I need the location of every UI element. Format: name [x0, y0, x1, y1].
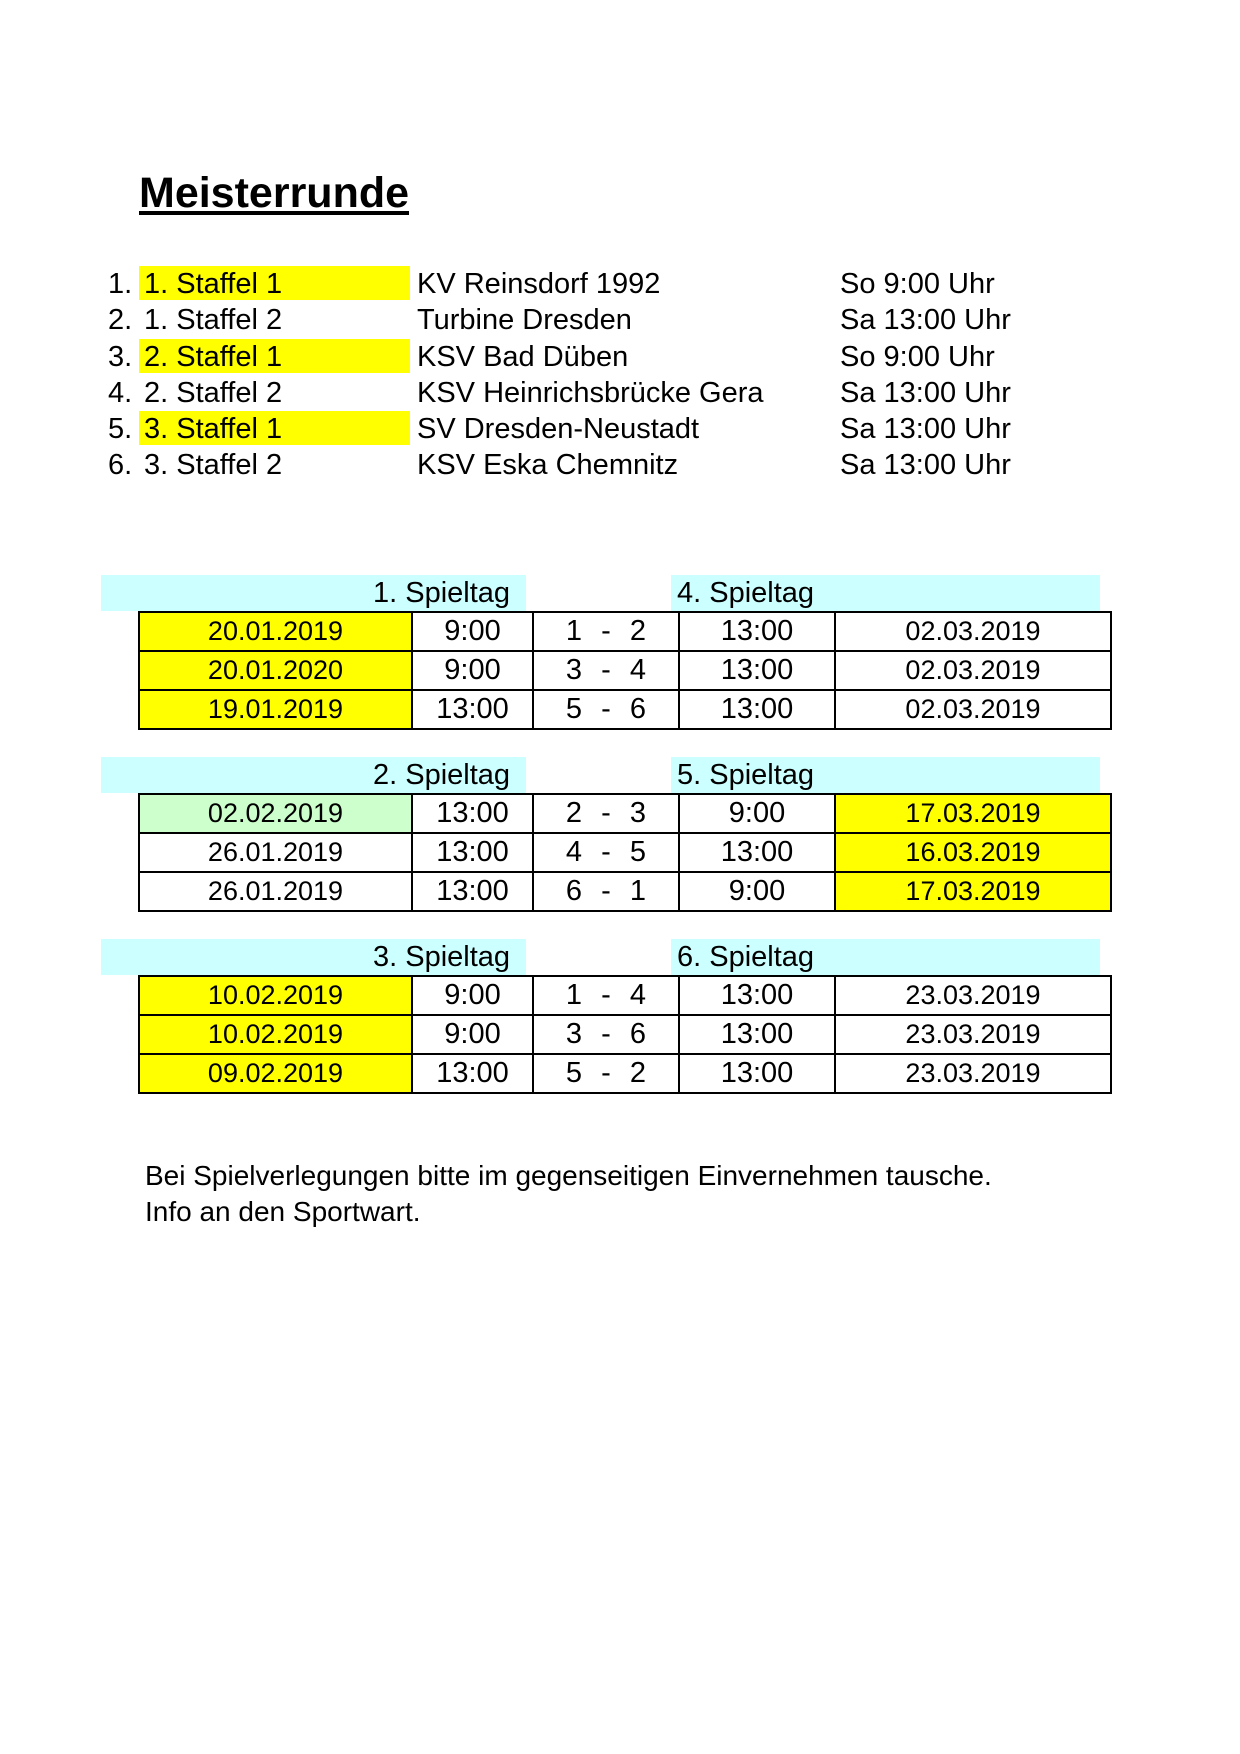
staffel-label: 3. Staffel 1	[139, 411, 410, 445]
away-number: 6	[629, 693, 647, 725]
away-number: 5	[629, 836, 647, 868]
away-number: 4	[629, 654, 647, 686]
second-leg-time: 13:00	[680, 834, 836, 871]
second-leg-date: 17.03.2019	[836, 795, 1110, 832]
rank-number: 1.	[108, 268, 133, 300]
first-leg-time: 9:00	[413, 613, 534, 650]
match-time: Sa 13:00 Uhr	[840, 377, 1011, 409]
match-time: Sa 13:00 Uhr	[840, 304, 1011, 336]
matchday-header-left: 2. Spieltag	[373, 759, 511, 791]
first-leg-time: 9:00	[413, 1016, 534, 1053]
rank-number: 4.	[108, 377, 133, 409]
home-number: 3	[565, 654, 583, 686]
home-number: 1	[565, 615, 583, 647]
first-leg-time: 13:00	[413, 1055, 534, 1092]
pairing-dash: -	[601, 1018, 611, 1050]
pairing-dash: -	[601, 1057, 611, 1089]
away-number: 4	[629, 979, 647, 1011]
staffel-label: 2. Staffel 1	[139, 339, 410, 373]
pairing-dash: -	[601, 797, 611, 829]
second-leg-date: 02.03.2019	[905, 694, 1041, 724]
table-row	[140, 834, 1110, 871]
staffel-label: 3. Staffel 2	[144, 449, 283, 481]
first-leg-date: 20.01.2019	[140, 613, 413, 650]
second-leg-date: 16.03.2019	[836, 834, 1110, 871]
matchday-header-right: 5. Spieltag	[677, 759, 815, 791]
team-name: KSV Heinrichsbrücke Gera	[417, 377, 764, 409]
first-leg-time: 9:00	[413, 977, 534, 1014]
pairing-dash: -	[601, 615, 611, 647]
first-leg-time: 13:00	[413, 795, 534, 832]
second-leg-time: 13:00	[680, 1055, 836, 1092]
match-time: So 9:00 Uhr	[840, 268, 995, 300]
second-leg-date: 23.03.2019	[905, 1058, 1041, 1088]
team-name: Turbine Dresden	[417, 304, 632, 336]
away-number: 2	[629, 615, 647, 647]
pairing-dash: -	[601, 693, 611, 725]
first-leg-date: 02.02.2019	[140, 795, 413, 832]
first-leg-date: 09.02.2019	[140, 1055, 413, 1092]
staffel-label: 1. Staffel 2	[144, 304, 283, 336]
second-leg-date: 02.03.2019	[905, 655, 1041, 685]
match-table	[138, 975, 1112, 1094]
rank-number: 3.	[108, 341, 133, 373]
second-leg-time: 9:00	[680, 873, 836, 910]
away-number: 2	[629, 1057, 647, 1089]
first-leg-date: 10.02.2019	[140, 977, 413, 1014]
second-leg-time: 13:00	[680, 1016, 836, 1053]
match-table	[138, 611, 1112, 730]
second-leg-time: 13:00	[680, 977, 836, 1014]
pairing	[534, 691, 680, 728]
matchday-header-right: 6. Spieltag	[677, 941, 815, 973]
pairing	[534, 795, 680, 832]
second-leg-time: 13:00	[680, 613, 836, 650]
home-number: 4	[565, 836, 583, 868]
match-time: So 9:00 Uhr	[840, 341, 995, 373]
note-line-1: Bei Spielverlegungen bitte im gegenseitigen Einvernehmen tausche.	[145, 1160, 992, 1191]
first-leg-time: 9:00	[413, 652, 534, 689]
rank-number: 5.	[108, 413, 133, 445]
staffel-label: 1. Staffel 1	[139, 266, 410, 300]
table-row	[140, 873, 1110, 910]
team-name: SV Dresden-Neustadt	[417, 413, 700, 445]
rank-number: 6.	[108, 449, 133, 481]
pairing	[534, 873, 680, 910]
second-leg-time: 13:00	[680, 691, 836, 728]
first-leg-time: 13:00	[413, 873, 534, 910]
table-row	[140, 795, 1110, 832]
second-leg-date: 23.03.2019	[905, 1019, 1041, 1049]
table-row	[140, 1016, 1110, 1053]
pairing	[534, 613, 680, 650]
home-number: 5	[565, 693, 583, 725]
pairing	[534, 1055, 680, 1092]
rank-number: 2.	[108, 304, 133, 336]
first-leg-time: 13:00	[413, 834, 534, 871]
pairing	[534, 652, 680, 689]
pairing-dash: -	[601, 836, 611, 868]
pairing-dash: -	[601, 979, 611, 1011]
table-row	[140, 1055, 1110, 1092]
table-row	[140, 977, 1110, 1014]
match-time: Sa 13:00 Uhr	[840, 413, 1011, 445]
home-number: 2	[565, 797, 583, 829]
home-number: 6	[565, 875, 583, 907]
team-name: KSV Bad Düben	[417, 341, 629, 373]
team-name: KSV Eska Chemnitz	[417, 449, 679, 481]
home-number: 3	[565, 1018, 583, 1050]
first-leg-date: 20.01.2020	[140, 652, 413, 689]
table-row	[140, 613, 1110, 650]
match-time: Sa 13:00 Uhr	[840, 449, 1011, 481]
second-leg-date: 02.03.2019	[905, 616, 1041, 646]
second-leg-date: 23.03.2019	[905, 980, 1041, 1010]
staffel-label: 2. Staffel 2	[144, 377, 283, 409]
page-title: Meisterrunde	[139, 169, 410, 217]
matchday-header-left: 3. Spieltag	[373, 941, 511, 973]
table-row	[140, 652, 1110, 689]
table-row	[140, 691, 1110, 728]
home-number: 5	[565, 1057, 583, 1089]
team-name: KV Reinsdorf 1992	[417, 268, 661, 300]
second-leg-time: 9:00	[680, 795, 836, 832]
match-table	[138, 793, 1112, 912]
away-number: 1	[629, 875, 647, 907]
first-leg-date: 10.02.2019	[140, 1016, 413, 1053]
away-number: 3	[629, 797, 647, 829]
first-leg-date: 19.01.2019	[140, 691, 413, 728]
note-line-2: Info an den Sportwart.	[145, 1196, 421, 1227]
first-leg-date: 26.01.2019	[140, 873, 413, 910]
second-leg-time: 13:00	[680, 652, 836, 689]
matchday-header-left: 1. Spieltag	[373, 577, 511, 609]
first-leg-date: 26.01.2019	[140, 834, 413, 871]
pairing	[534, 977, 680, 1014]
pairing	[534, 834, 680, 871]
pairing	[534, 1016, 680, 1053]
pairing-dash: -	[601, 875, 611, 907]
home-number: 1	[565, 979, 583, 1011]
matchday-header-right: 4. Spieltag	[677, 577, 815, 609]
first-leg-time: 13:00	[413, 691, 534, 728]
second-leg-date: 17.03.2019	[836, 873, 1110, 910]
away-number: 6	[629, 1018, 647, 1050]
pairing-dash: -	[601, 654, 611, 686]
